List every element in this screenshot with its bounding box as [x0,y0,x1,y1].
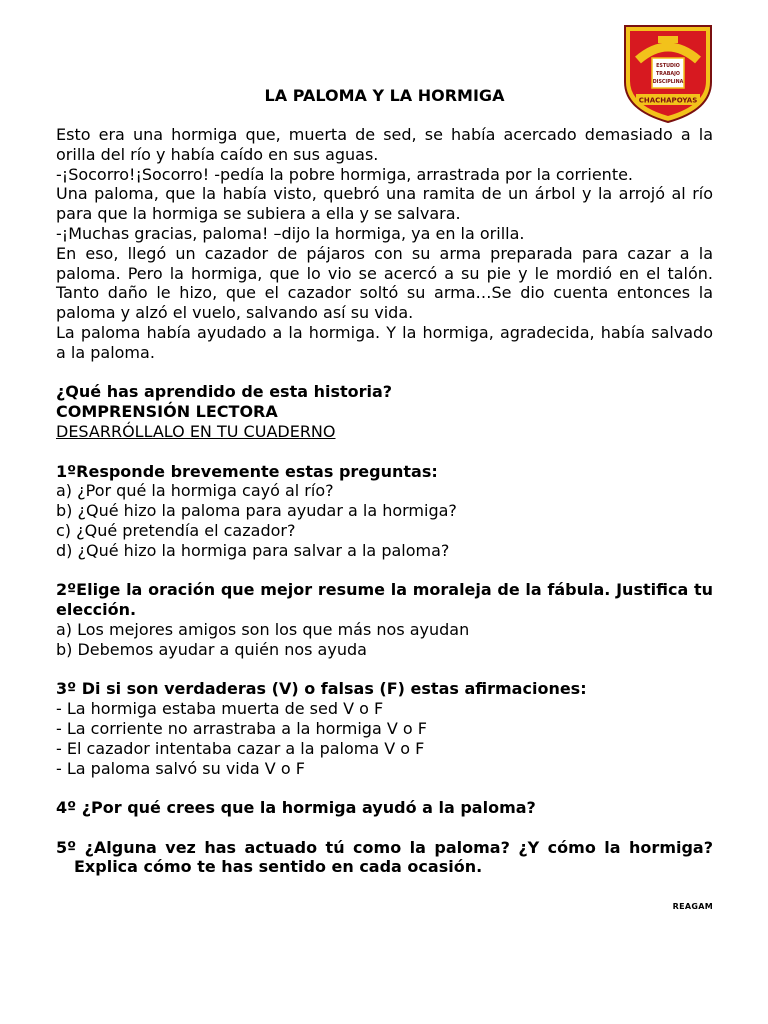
story-paragraph: La paloma había ayudado a la hormiga. Y la hormiga, agradecida, había salvado a la paloma. [56,322,713,362]
svg-text:CHACHAPOYAS: CHACHAPOYAS [638,96,698,105]
svg-text:TRABAJO: TRABAJO [656,72,680,77]
school-crest-logo [622,22,714,124]
question-1-item: b) ¿Qué hizo la paloma para ayudar a la hormiga? [56,501,457,521]
question-1-item: c) ¿Qué pretendía el cazador? [56,520,296,540]
document-body [56,125,713,877]
question-1-heading: 1ºResponde brevemente estas preguntas: [56,461,438,481]
document-title: LA PALOMA Y LA HORMIGA [264,86,505,105]
story-paragraph: En eso, llegó un cazador de pájaros con su arma preparada para cazar a la paloma. Pero la hormiga, que lo vio se acercó a su pie y le mordió en el talón. Tanto daño le hizo, que el cazador soltó su arma…Se dio cuenta entonces la paloma y alzó el vuelo, salvando así su vida. [56,243,713,323]
story-paragraph: Esto era una hormiga que, muerta de sed, se había acercado demasiado a la orilla del río y había caído en sus aguas. [56,125,713,164]
svg-text:DISCIPLINA: DISCIPLINA [652,80,684,85]
question-4-heading: 4º ¿Por qué crees que la hormiga ayudó a la paloma? [56,798,536,818]
main-question: ¿Qué has aprendido de esta historia? [56,382,393,402]
story-paragraph: Una paloma, que la había visto, quebró una ramita de un árbol y la arrojó al río para que la hormiga se subiera a ella y se salvara. [56,184,713,224]
question-3-item: - La corriente no arrastraba a la hormiga V o F [56,718,427,738]
question-3-item: - El cazador intentaba cazar a la paloma V o F [56,738,425,758]
question-1-item: a) ¿Por qué la hormiga cayó al río? [56,481,334,501]
question-5-heading: 5º ¿Alguna vez has actuado tú como la paloma? ¿Y cómo la hormiga? Explica cómo te has sentido en cada ocasión. [56,837,713,877]
question-3-item: - La hormiga estaba muerta de sed V o F [56,699,384,719]
question-2-item: b) Debemos ayudar a quién nos ayuda [56,639,367,659]
question-2-item: a) Los mejores amigos son los que más nos ayudan [56,619,470,639]
instruction: DESARRÓLLALO EN TU CUADERNO [56,421,336,441]
svg-text:ESTUDIO: ESTUDIO [656,64,680,69]
question-2-heading: 2ºElige la oración que mejor resume la moraleja de la fábula. Justifica tu elección. [56,580,713,620]
story-paragraph: -¡Muchas gracias, paloma! –dijo la hormiga, ya en la orilla. [56,223,525,243]
question-3-item: - La paloma salvó su vida V o F [56,758,305,778]
question-3-heading: 3º Di si son verdaderas (V) o falsas (F) estas afirmaciones: [56,679,587,699]
question-1-item: d) ¿Qué hizo la hormiga para salvar a la paloma? [56,540,450,560]
author-signature: REAGAM [672,902,713,911]
story-paragraph: -¡Socorro!¡Socorro! -pedía la pobre hormiga, arrastrada por la corriente. [56,164,634,184]
section-title: COMPRENSIÓN LECTORA [56,402,278,422]
